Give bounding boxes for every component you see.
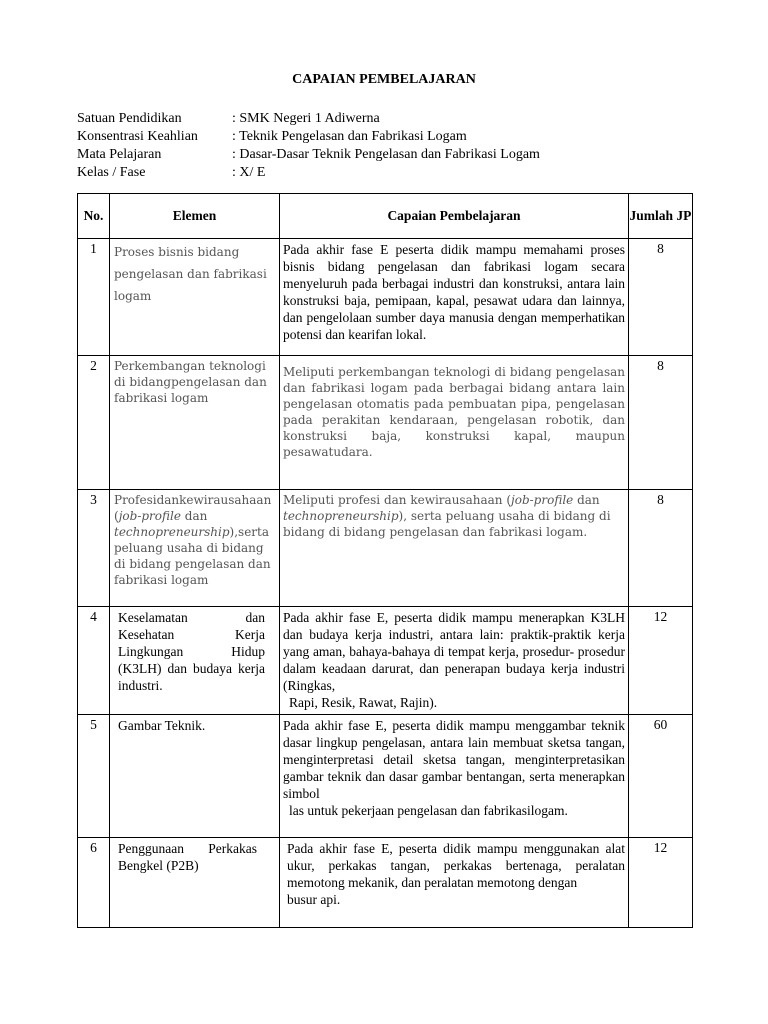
row-number: 2 — [78, 356, 110, 490]
row-jp: 8 — [629, 490, 693, 607]
meta-value: : Teknik Pengelasan dan Fabrikasi Logam — [232, 129, 467, 144]
row-jp: 8 — [629, 356, 693, 490]
meta-row-konsentrasi — [77, 128, 540, 146]
meta-value: : Dasar-Dasar Teknik Pengelasan dan Fabrikasi Logam — [232, 147, 540, 162]
capaian-text: ), serta peluang usaha di bidang di bidang di bidang pengelasan dan fabrikasi logam. — [283, 509, 611, 539]
row-number: 6 — [78, 838, 110, 928]
meta-value: : X/ E — [232, 165, 266, 180]
table-row — [78, 356, 693, 490]
row-capaian — [280, 607, 629, 715]
table-row — [78, 838, 693, 928]
meta-row-satuan — [77, 110, 540, 128]
row-capaian: Pada akhir fase E peserta didik mampu memahami proses bisnis bidang pengelasan dan fabrikasi logam secara menyeluruh pada berbagai industri dan konstruksi, antara lain konstruksi baja, pemipaan, kapal, pesawat udara dan lainnya, dan pengelolaan sumber daya manusia dengan memperhatikan potensi dan kearifan lokal. — [280, 239, 629, 356]
row-number: 4 — [78, 607, 110, 715]
meta-label: Kelas / Fase — [77, 165, 146, 180]
table-row — [78, 607, 693, 715]
row-elemen: Perkembangan teknologi di bidangpengelasan dan fabrikasi logam — [110, 356, 280, 490]
elemen-text: dan — [180, 509, 208, 523]
elemen-text: ),serta peluang usaha di bidang di bidang pengelasan dan fabrikasi logam — [114, 525, 271, 587]
header-jumlah-jp: Jumlah JP — [629, 194, 693, 239]
capaian-text: Pada akhir fase E, peserta didik mampu menggunakan alat ukur, perkakas tangan, perkakas bertenaga, peralatan memotong mekanik, dan peralatan memotong dengan — [287, 841, 625, 890]
row-elemen — [110, 490, 280, 607]
row-jp: 12 — [629, 838, 693, 928]
capaian-text: Pada akhir fase E, peserta didik mampu menggambar teknik dasar lingkup pengelasan, antara lain membuat sketsa tangan, menginterpretasi detail sketsa tangan, menginterpretasikan gambar teknik dan dasar gambar bentangan, serta menerapkan simbol — [283, 718, 625, 801]
row-jp: 8 — [629, 239, 693, 356]
row-elemen: Penggunaan Perkakas Bengkel (P2B) — [110, 838, 280, 928]
row-number: 3 — [78, 490, 110, 607]
elemen-italic-text: job-profile — [118, 509, 181, 523]
capaian-text: busur api. — [287, 892, 341, 907]
meta-row-mapel — [77, 146, 540, 164]
header-capaian: Capaian Pembelajaran — [280, 194, 629, 239]
capaian-text: Pada akhir fase E, peserta didik mampu menerapkan K3LH dan budaya kerja industri, antara lain: praktik-praktik kerja yang aman, bahaya-bahaya di tempat kerja, prosedur- prosedur dalam keadaan darurat, dan penerapan budaya kerja industri (Ringkas, — [283, 610, 625, 693]
row-jp: 12 — [629, 607, 693, 715]
row-capaian — [280, 490, 629, 607]
capaian-italic-text: job-profile — [511, 493, 574, 507]
meta-label: Konsentrasi Keahlian — [77, 129, 198, 144]
row-capaian: Meliputi perkembangan teknologi di bidang pengelasan dan fabrikasi logam pada berbagai bidang antara lain pengelasan otomatis pada pembuatan pipa, pengelasan pada perakitan kendaraan, pengelasan robotik, dan konstruksi baja, konstruksi kapal, maupun pesawatudara. — [280, 356, 629, 490]
meta-row-kelas — [77, 164, 540, 182]
table-row — [78, 715, 693, 838]
capaian-text: dan — [573, 493, 600, 507]
row-number: 5 — [78, 715, 110, 838]
elemen-text: Profesidankewirausahaan ( — [114, 493, 272, 523]
table-header-row — [78, 194, 693, 239]
capaian-text: Rapi, Resik, Rawat, Rajin). — [289, 695, 438, 710]
row-capaian — [280, 715, 629, 838]
elemen-italic-text: technopreneurship — [114, 525, 230, 539]
meta-label: Mata Pelajaran — [77, 147, 162, 162]
table-row — [78, 239, 693, 356]
header-no: No. — [78, 194, 110, 239]
meta-label: Satuan Pendidikan — [77, 111, 182, 126]
header-elemen: Elemen — [110, 194, 280, 239]
table-row — [78, 490, 693, 607]
row-jp: 60 — [629, 715, 693, 838]
capaian-italic-text: technopreneurship — [283, 509, 399, 523]
row-elemen: Proses bisnis bidang pengelasan dan fabrikasi logam — [110, 239, 280, 356]
row-capaian — [280, 838, 629, 928]
meta-info — [77, 110, 540, 182]
row-number: 1 — [78, 239, 110, 356]
row-elemen: Gambar Teknik. — [110, 715, 280, 838]
capaian-text: las untuk pekerjaan pengelasan dan fabrikasilogam. — [289, 803, 568, 818]
meta-value: : SMK Negeri 1 Adiwerna — [232, 111, 380, 126]
capaian-text: Meliputi profesi dan kewirausahaan ( — [283, 493, 511, 507]
capaian-table — [77, 193, 693, 928]
row-elemen: Keselamatan dan Kesehatan Kerja Lingkungan Hidup (K3LH) dan budaya kerja industri. — [110, 607, 280, 715]
document-title: CAPAIAN PEMBELAJARAN — [292, 72, 476, 87]
